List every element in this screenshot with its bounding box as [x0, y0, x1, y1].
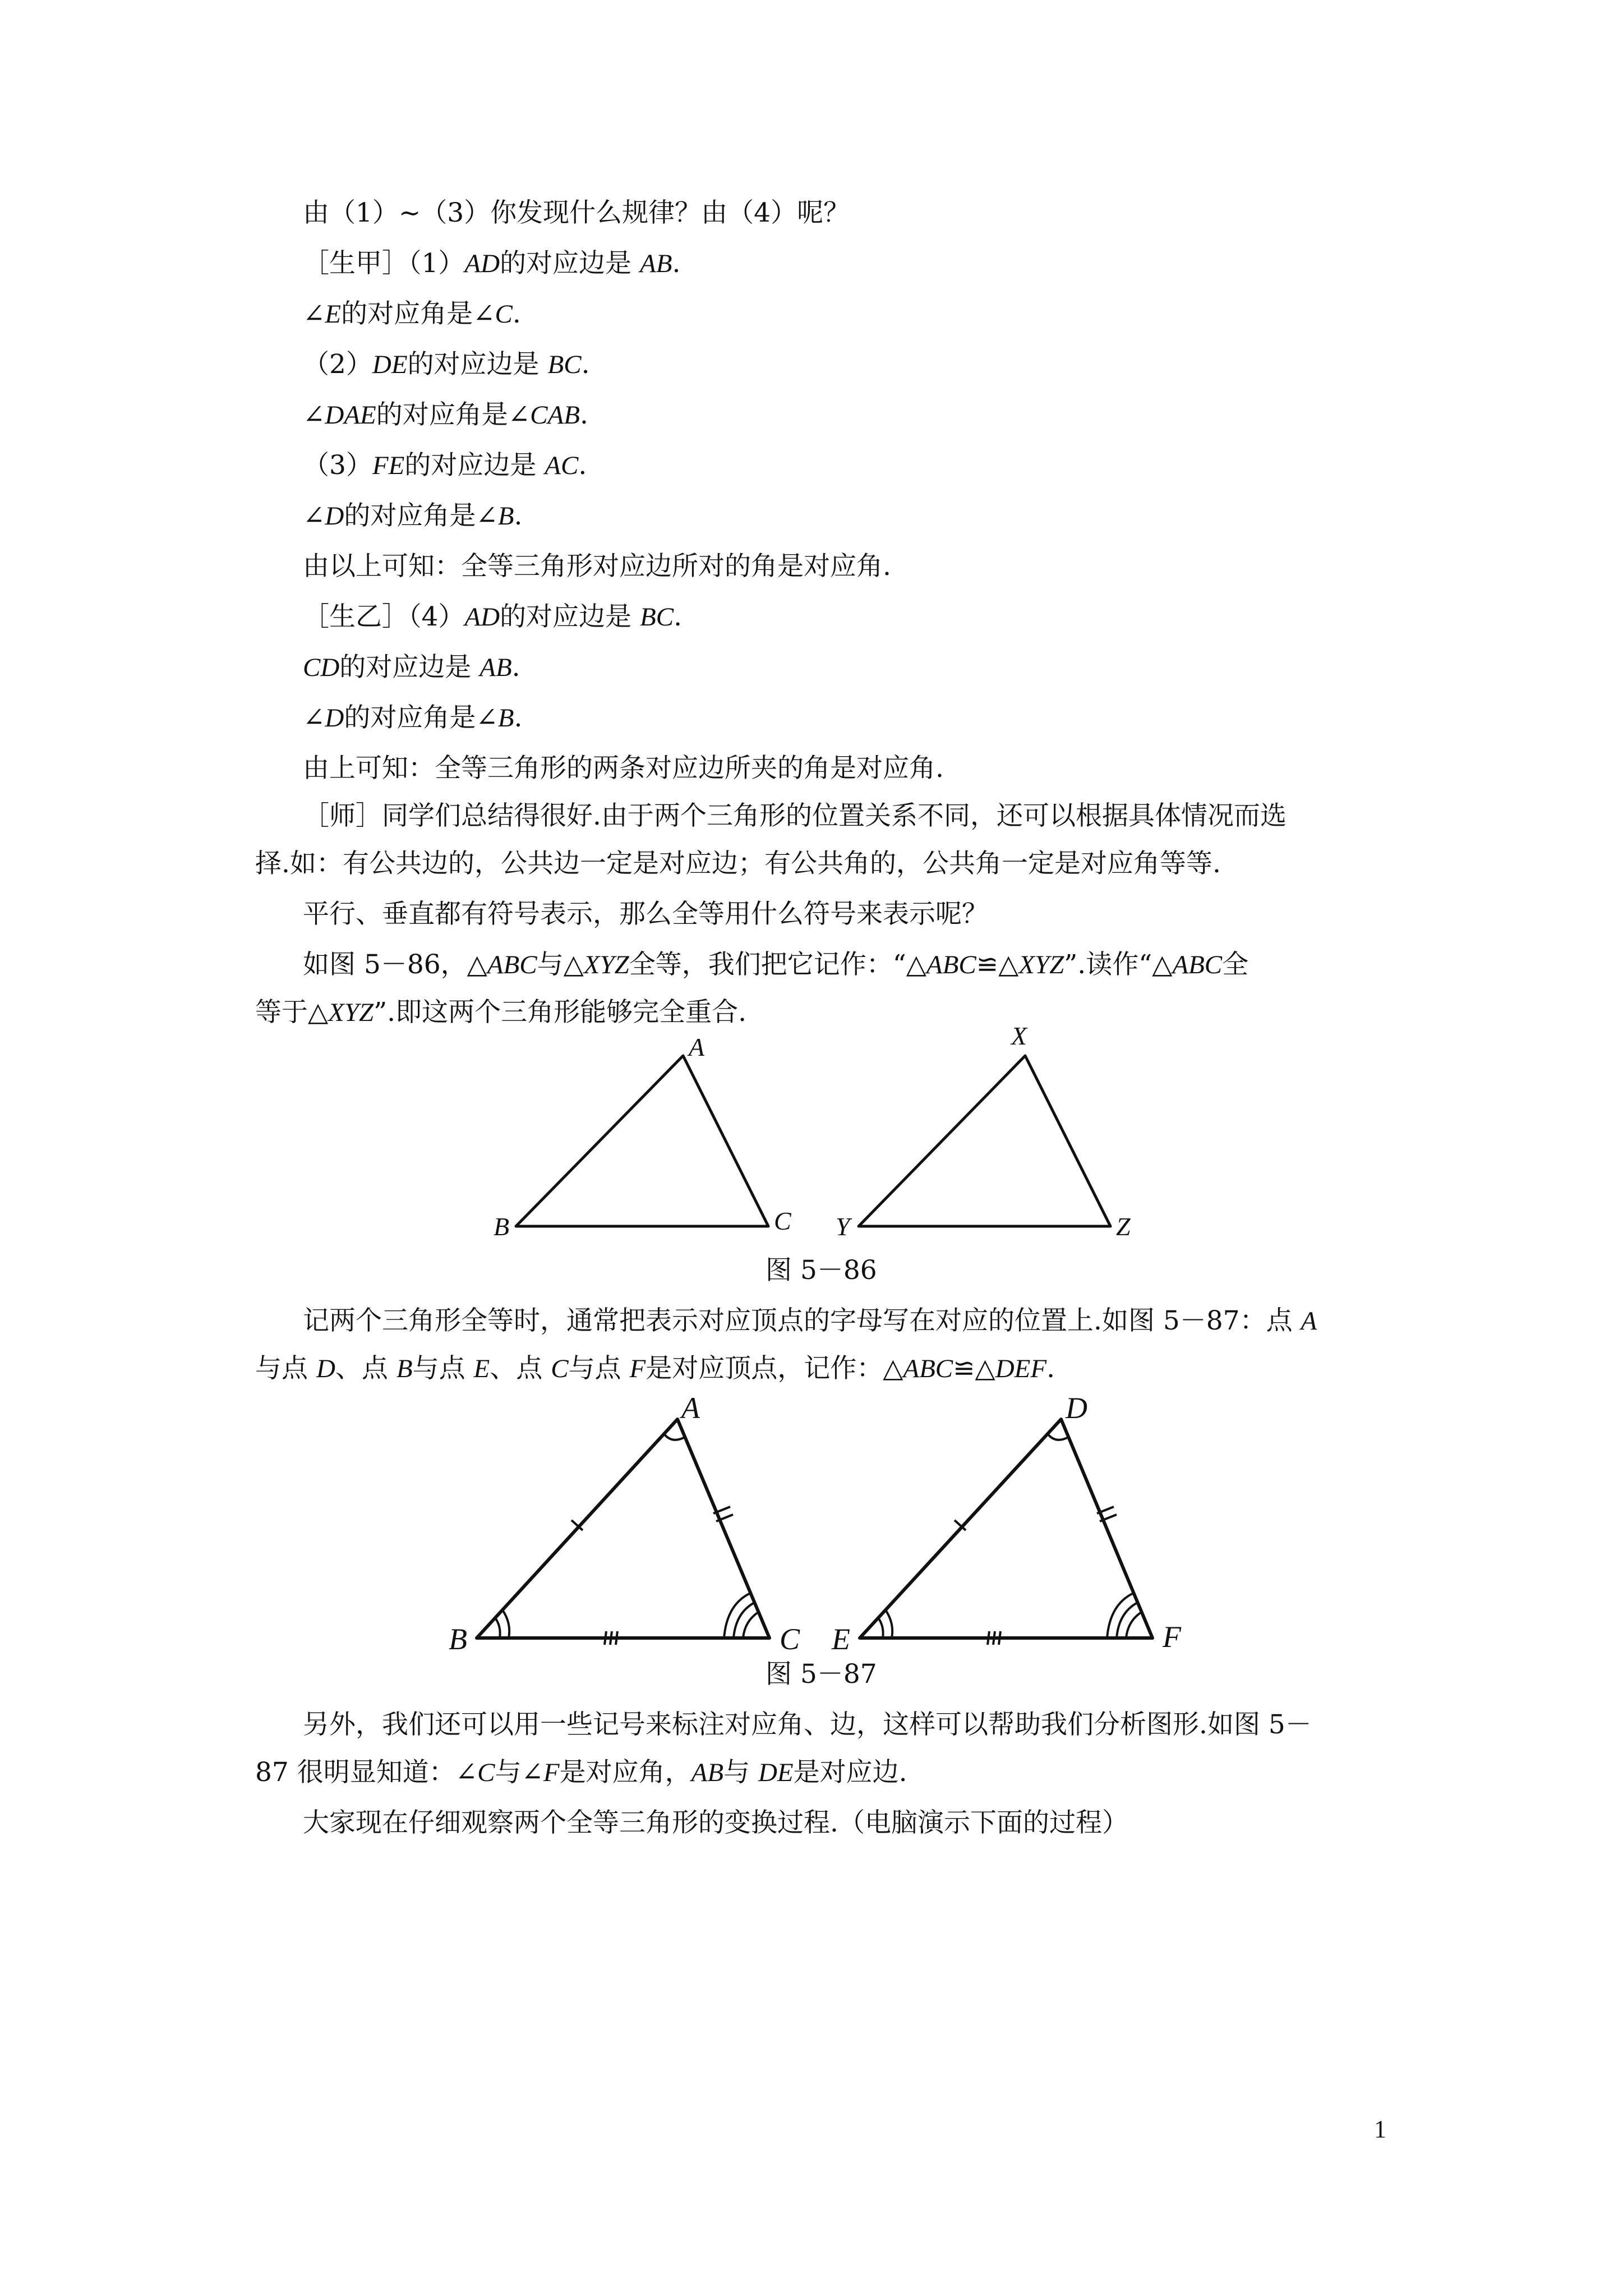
answer-line: ［生乙］（4）AD的对应边是 BC.: [303, 601, 683, 632]
vertex-label-d: D: [1066, 1391, 1087, 1425]
fig87-paragraph-line: 与点 D、点 B与点 E、点 C与点 F是对应顶点，记作：△ABC≌△DEF.: [255, 1353, 1055, 1384]
teacher-paragraph-line: 择.如：有公共边的，公共边一定是对应边；有公共角的，公共角一定是对应角等等.: [255, 848, 1221, 879]
vertex-label-b: B: [494, 1212, 510, 1241]
figure-5-87: [437, 1386, 1251, 1655]
triangle-abc: [516, 1056, 768, 1226]
question-line: 由（1）~（3）你发现什么规律？由（4）呢？: [303, 197, 850, 228]
conclusion-line: 由以上可知：全等三角形对应边所对的角是对应角.: [303, 551, 891, 582]
answer-line: ∠D的对应角是∠B.: [303, 702, 523, 733]
answer-line: ∠E的对应角是∠C.: [303, 298, 521, 329]
vertex-label-f: F: [1163, 1620, 1181, 1654]
closing-line: 大家现在仔细观察两个全等三角形的变换过程.（电脑演示下面的过程）: [303, 1807, 1128, 1838]
marking-paragraph-line: 87 很明显知道：∠C与∠F是对应角，AB与 DE是对应边.: [255, 1757, 907, 1788]
symbol-question: 平行、垂直都有符号表示，那么全等用什么符号来表示呢？: [303, 899, 988, 930]
side-tick-bc: [605, 1631, 606, 1645]
answer-line: （2）DE的对应边是 BC.: [303, 349, 590, 380]
angle-mark-c: [724, 1593, 750, 1638]
vertex-label-y: Y: [836, 1212, 850, 1241]
triangle-def: [860, 1419, 1152, 1638]
vertex-label-a: A: [681, 1391, 700, 1425]
angle-mark-d: [1048, 1434, 1068, 1440]
angle-mark-f: [1126, 1612, 1141, 1638]
answer-line: （3）FE的对应边是 AC.: [303, 450, 587, 481]
vertex-label-e: E: [832, 1622, 850, 1655]
triangle-abc: [477, 1419, 769, 1638]
angle-mark-b: [502, 1610, 509, 1638]
answer-line: CD的对应边是 AB.: [303, 652, 520, 683]
teacher-paragraph-line: ［师］同学们总结得很好.由于两个三角形的位置关系不同，还可以根据具体情况而选: [303, 800, 1287, 831]
angle-mark-c: [743, 1612, 758, 1638]
page-number: 1: [1374, 2115, 1386, 2143]
fig86-paragraph-line: 等于△XYZ”.即这两个三角形能够完全重合.: [255, 997, 747, 1028]
vertex-label-a: A: [689, 1033, 705, 1061]
side-tick-bc: [616, 1631, 617, 1645]
side-tick-bc: [610, 1631, 612, 1645]
answer-line: ∠D的对应角是∠B.: [303, 500, 523, 531]
angle-mark-e: [878, 1618, 883, 1638]
figure-caption: 图 5－86: [766, 1255, 877, 1286]
angle-mark-e: [886, 1610, 892, 1638]
conclusion-line: 由上可知：全等三角形的两条对应边所夹的角是对应角.: [303, 753, 944, 784]
angle-mark-a: [664, 1434, 685, 1440]
fig86-paragraph-line: 如图 5－86，△ABC与△XYZ全等，我们把它记作：“△ABC≌△XYZ”.读作“△ABC全: [303, 949, 1249, 980]
fig87-paragraph-line: 记两个三角形全等时，通常把表示对应顶点的字母写在对应的位置上.如图 5－87：点 A: [303, 1305, 1317, 1336]
figure-5-86: [477, 1027, 1150, 1251]
answer-line: ［生甲］（1）AD的对应边是 AB.: [303, 248, 681, 279]
vertex-label-b: B: [449, 1622, 467, 1655]
vertex-label-c: C: [774, 1207, 791, 1235]
side-tick-ef: [988, 1631, 989, 1645]
vertex-label-c: C: [780, 1622, 800, 1655]
angle-mark-f: [1107, 1593, 1133, 1638]
marking-paragraph-line: 另外，我们还可以用一些记号来标注对应角、边，这样可以帮助我们分析图形.如图 5－: [303, 1709, 1312, 1740]
answer-line: ∠DAE的对应角是∠CAB.: [303, 399, 588, 430]
figure-caption: 图 5－87: [766, 1659, 877, 1690]
vertex-label-x: X: [1011, 1027, 1027, 1050]
angle-mark-b: [495, 1618, 500, 1638]
side-tick-ef: [993, 1631, 995, 1645]
side-tick-ef: [999, 1631, 1000, 1645]
vertex-label-z: Z: [1116, 1212, 1131, 1241]
triangle-xyz: [859, 1056, 1110, 1226]
